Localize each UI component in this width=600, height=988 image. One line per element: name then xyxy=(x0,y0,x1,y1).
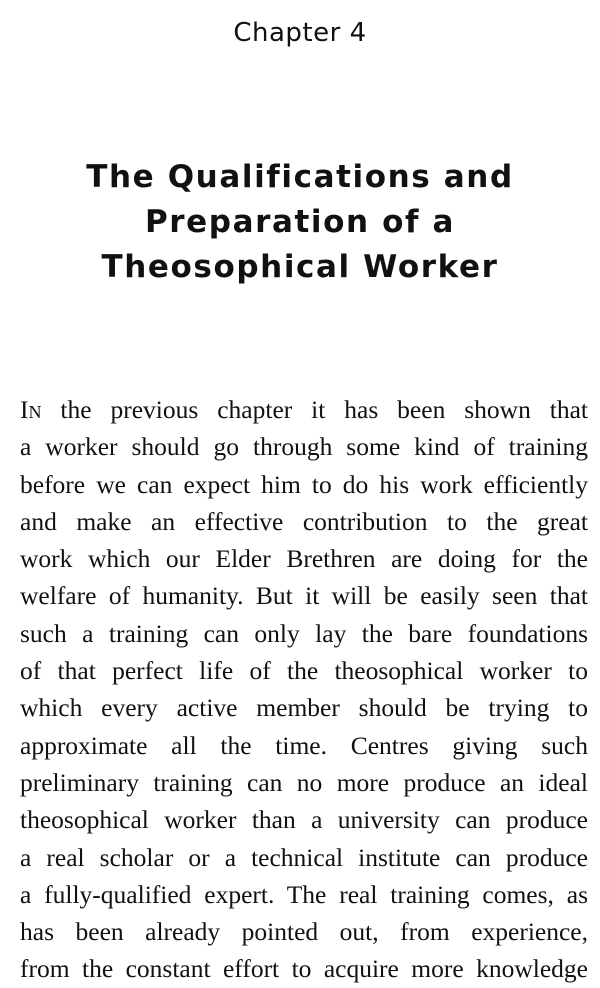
paragraph-line: such a training can only lay the bare foundations xyxy=(20,618,588,648)
first-line-rest: the previous chapter it has been shown that xyxy=(41,395,588,424)
paragraph-line: from the constant effort to acquire more knowledge xyxy=(20,954,588,984)
paragraph-line: a real scholar or a technical institute can produce xyxy=(20,842,588,872)
paragraph-line: a worker should go through some kind of training xyxy=(20,432,588,462)
chapter-title xyxy=(0,155,600,290)
paragraph-line: and make an effective contribution to the great xyxy=(20,506,588,536)
paragraph-line: preliminary training can no more produce an ideal xyxy=(20,767,588,797)
paragraph-line: of that perfect life of the theosophical worker to xyxy=(20,656,588,686)
chapter-label: Chapter 4 xyxy=(233,18,367,48)
paragraph-line: which every active member should be trying to xyxy=(20,693,588,723)
chapter-title-line: The Qualifications and xyxy=(86,159,514,195)
chapter-title-line: Preparation of a xyxy=(144,204,456,240)
paragraph-line: welfare of humanity. But it will be easily seen that xyxy=(20,581,588,611)
paragraph-line: before we can expect him to do his work efficiently xyxy=(20,469,588,499)
lead-word: In xyxy=(20,395,42,424)
paragraph-line: work which our Elder Brethren are doing for the xyxy=(20,544,588,574)
paragraph-line: a fully-qualified expert. The real training comes, as xyxy=(20,879,588,909)
paragraph-line: approximate all the time. Centres giving such xyxy=(20,730,588,760)
paragraph-line: theosophical worker than a university can produce xyxy=(20,805,588,835)
chapter-title-line: Theosophical Worker xyxy=(101,249,499,285)
body-paragraph xyxy=(20,391,588,988)
paragraph-line xyxy=(20,391,588,428)
paragraph-line: has been already pointed out, from experience, xyxy=(20,917,588,947)
